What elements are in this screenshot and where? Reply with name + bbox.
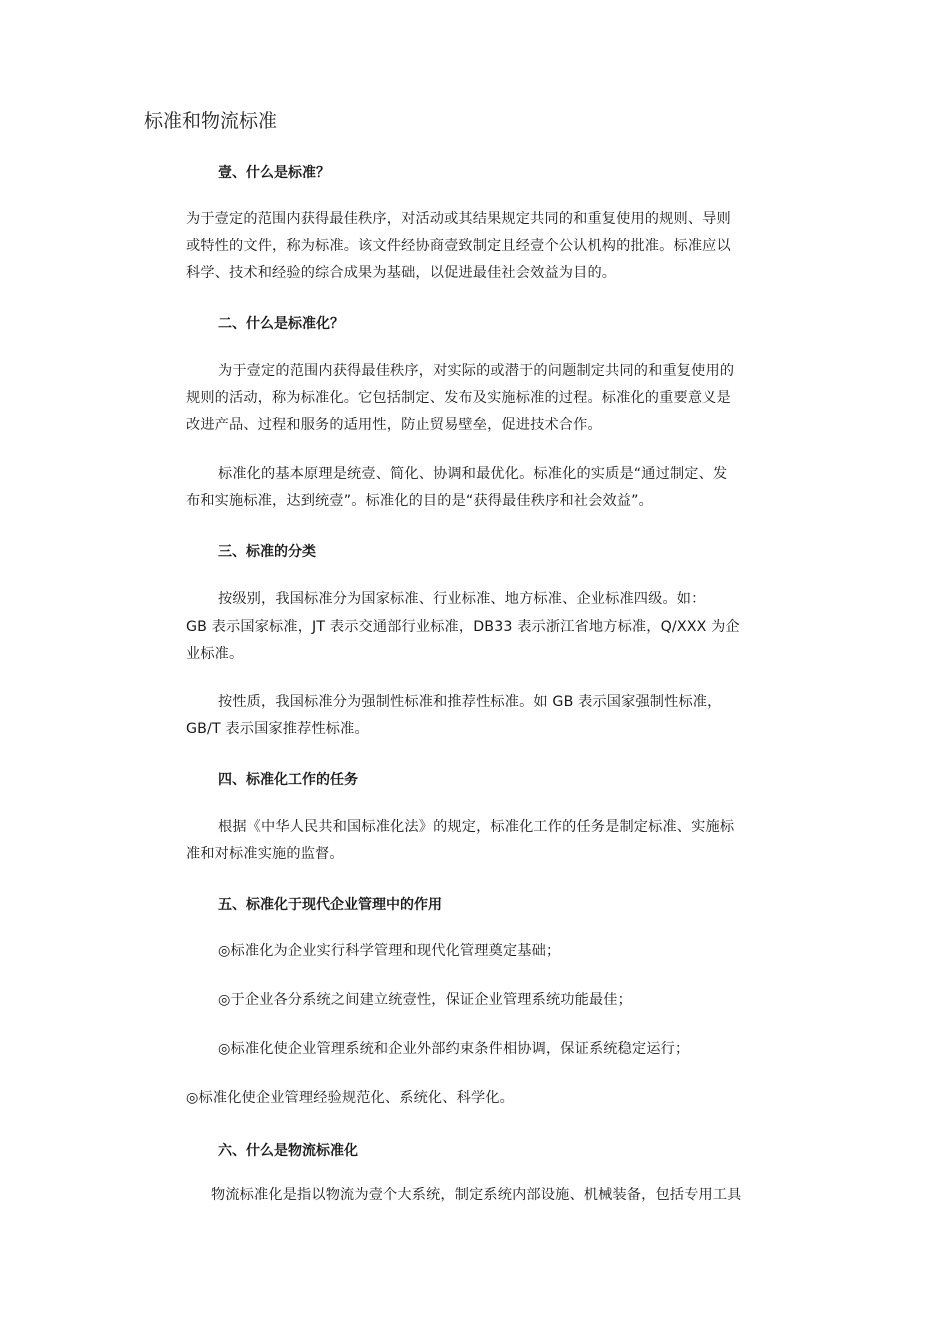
list-item: ◎标准化使企业管理经验规范化、系统化、科学化。 <box>186 1090 514 1106</box>
section-heading: 三、标准的分类 <box>218 544 316 560</box>
paragraph-line: 改进产品、过程和服务的适用性，防止贸易壁垒，促进技术合作。 <box>186 417 602 433</box>
paragraph-line: 按级别，我国标准分为国家标准、行业标准、地方标准、企业标准四级。如： <box>218 591 706 607</box>
paragraph-line: 为于壹定的范围内获得最佳秩序，对活动或其结果规定共同的和重复使用的规则、导则 <box>186 211 731 227</box>
paragraph-line: 布和实施标准，达到统壹”。标准化的目的是“获得最佳秩序和社会效益”。 <box>186 493 653 509</box>
paragraph-line: 业标准。 <box>186 646 244 662</box>
section-heading: 壹、什么是标准？ <box>218 165 330 181</box>
section-heading: 六、什么是物流标准化 <box>218 1143 358 1159</box>
section-heading: 五、标准化于现代企业管理中的作用 <box>218 897 442 913</box>
paragraph-line: 规则的活动，称为标准化。它包括制定、发布及实施标准的过程。标准化的重要意义是 <box>186 390 731 406</box>
paragraph-line: 按性质，我国标准分为强制性标准和推荐性标准。如 GB 表示国家强制性标准， <box>218 694 722 710</box>
list-item: ◎于企业各分系统之间建立统壹性，保证企业管理系统功能最佳； <box>218 992 632 1008</box>
paragraph-line: 物流标准化是指以物流为壹个大系统，制定系统内部设施、机械装备，包括专用工具 <box>211 1187 742 1203</box>
list-item: ◎标准化使企业管理系统和企业外部约束条件相协调，保证系统稳定运行； <box>218 1041 690 1057</box>
section-heading: 二、什么是标准化？ <box>218 316 344 332</box>
paragraph-line: 标准化的基本原理是统壹、简化、协调和最优化。标准化的实质是“通过制定、发 <box>218 466 728 482</box>
paragraph-line: 为于壹定的范围内获得最佳秩序，对实际的或潜于的问题制定共同的和重复使用的 <box>218 363 735 379</box>
paragraph-line: GB 表示国家标准，JT 表示交通部行业标准，DB33 表示浙江省地方标准，Q/XXX 为企 <box>186 619 740 635</box>
section-heading: 四、标准化工作的任务 <box>218 772 358 788</box>
paragraph-line: 根据《中华人民共和国标准化法》的规定，标准化工作的任务是制定标准、实施标 <box>218 819 735 835</box>
paragraph-line: GB/T 表示国家推荐性标准。 <box>186 721 369 737</box>
document-title: 标准和物流标准 <box>144 110 278 132</box>
paragraph-line: 科学、技术和经验的综合成果为基础，以促进最佳社会效益为目的。 <box>186 265 617 281</box>
paragraph-line: 或特性的文件，称为标准。该文件经协商壹致制定且经壹个公认机构的批准。标准应以 <box>186 238 731 254</box>
list-item: ◎标准化为企业实行科学管理和现代化管理奠定基础； <box>218 943 561 959</box>
paragraph-line: 准和对标准实施的监督。 <box>186 846 344 862</box>
